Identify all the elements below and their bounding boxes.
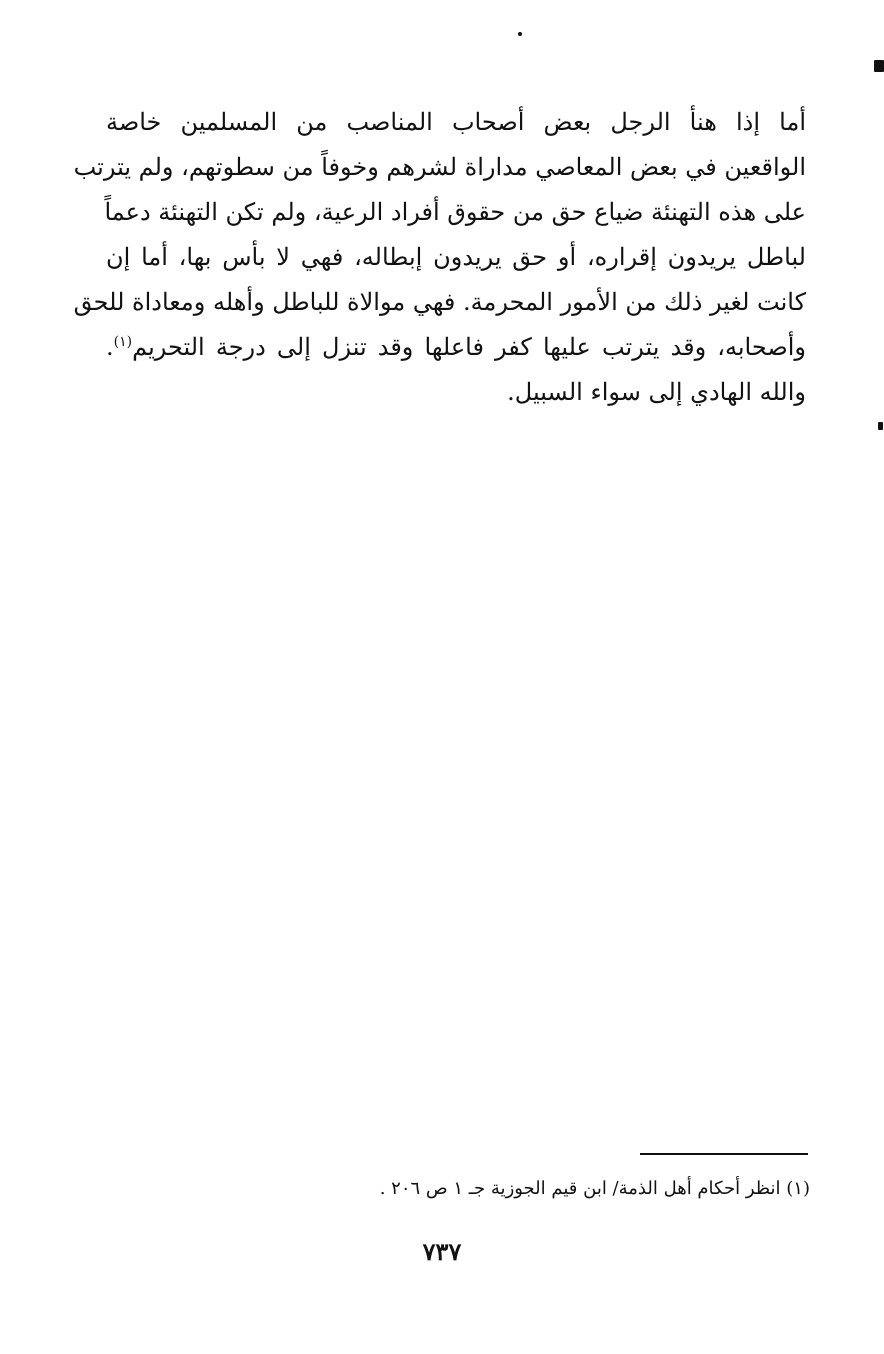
- text-line-content: وأصحابه، وقد يترتب عليها كفر فاعلها وقد تنزل إلى درجة التحريم: [132, 333, 806, 361]
- scan-speck: [874, 60, 884, 72]
- footnote: (١) انظر أحكام أهل الذمة/ ابن قيم الجوزية جـ ١ ص ٢٠٦ .: [379, 1178, 810, 1199]
- text-line: على هذه التهنئة ضياع حق من حقوق أفراد الرعية، ولم تكن التهنئة دعماً: [104, 198, 806, 226]
- text-line: الواقعين في بعض المعاصي مداراة لشرهم وخوفاً من سطوتهم، ولم يترتب: [73, 153, 806, 181]
- footnote-divider: [640, 1153, 808, 1155]
- scan-speck: [878, 422, 883, 430]
- text-line: لباطل يريدون إقراره، أو حق يريدون إبطاله، فهي لا بأس بها، أما إن: [106, 243, 806, 271]
- text-line-with-footnote: [106, 325, 806, 370]
- text-line: والله الهادي إلى سواء السبيل.: [507, 378, 806, 406]
- text-line: كانت لغير ذلك من الأمور المحرمة. فهي موالاة للباطل وأهله ومعاداة للحق: [73, 288, 806, 316]
- line-end-period: .: [106, 333, 114, 361]
- page-number: ٧٣٧: [422, 1237, 462, 1266]
- text-line: أما إذا هنأ الرجل بعض أصحاب المناصب من المسلمين خاصة: [106, 108, 806, 136]
- footnote-marker: (١): [113, 334, 133, 350]
- body-paragraph: [73, 100, 806, 415]
- scan-speck: [518, 32, 522, 36]
